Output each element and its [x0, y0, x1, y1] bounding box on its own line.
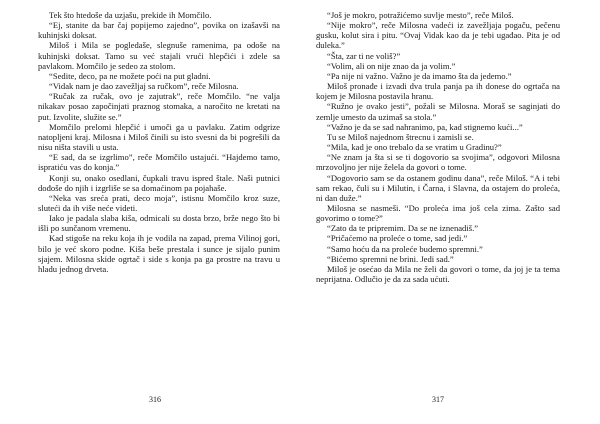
paragraph: “Bićemo spremni ne brini. Jedi sad.” [327, 253, 454, 264]
paragraph: “Mila, kad je ono trebalo da se vratim u Gradinu?” [327, 142, 502, 153]
paragraph: “Ne znam ja šta si se ti dogovorio sa svojima”, odgovori Milosna mrzovoljno jer nije želela da govori o tome. [316, 152, 560, 173]
right-page-text [316, 10, 560, 284]
paragraph: “Još je mokro, potražićemo suvlje mesto”, reče Miloš. [327, 10, 514, 20]
paragraph: Tu se Miloš najednom štrecnu i zamisli se. [327, 131, 474, 142]
paragraph: Momčilo prelomi hlepčić i umoči ga u pavlaku. Zatim odgrize natopljeni kraj. Milosna i Miloš činili su isto svesni da bi pogrešili da nisu ništa stavili u usta. [38, 121, 280, 153]
paragraph: “Dogovorio sam se da ostanem godinu dana”, reče Miloš. “A i tebi sam rekao, čuli su i Milutin, i Čarna, i Slavna, da ostajem do proleća, ni dan duže.” [316, 172, 560, 203]
paragraph: Miloš je osećao da Mila ne želi da govori o tome, da joj je ta tema neprijatna. Odlučio je da za sada ućuti. [316, 263, 560, 285]
paragraph: Miloš i Mila se pogledaše, slegnuše ramenima, pa odoše na kuhinjski doksat. Tamo su već stajali vrući hlepčići i zdele sa pavlakom. Momčilo je sedeo za stolom. [38, 40, 280, 71]
paragraph: “Zato da te pripremim. Da se ne iznenadiš.” [327, 223, 479, 234]
page-number: 317 [432, 395, 444, 404]
paragraph: “Šta, zar ti ne voliš?” [327, 50, 401, 61]
paragraph: Miloš pronađe i izvadi dva trula panja pa ih donese do ogrtača na kojem je Milosna postavila hranu. [316, 81, 560, 102]
paragraph: Konji su, onako osedlani, čupkali travu ispred štale. Naši putnici dođoše do njih i izgrliše se sa domaćinom pa pojahaše. [38, 172, 280, 193]
paragraph: “Volim, ali on nije znao da ja volim.” [327, 60, 456, 71]
paragraph: “Neka vas sreća prati, deco moja”, istisnu Momčilo kroz suze, sluteći da ih više neće videti. [38, 192, 280, 213]
paragraph: Iako je padala slaba kiša, odmicali su dosta brzo, brže nego što bi išli po sunčanom vremenu. [38, 213, 280, 234]
paragraph: “Ružno je ovako jesti”, požali se Milosna. Moraš se saginjati do zemlje umesto da uzimaš sa stola.” [316, 101, 560, 122]
paragraph: “Sedite, deco, pa ne možete poći na put gladni. [49, 70, 211, 81]
right-page [300, 0, 600, 424]
page-number: 316 [149, 395, 161, 404]
paragraph: “Vidak nam je dao zavežljaj sa ručkom”, reče Milosna. [49, 81, 239, 92]
paragraph: “Važno je da se sad nahranimo, pa, kad stignemo kući...” [327, 121, 523, 132]
paragraph: “Pričaćemo na proleće o tome, sad jedi.” [327, 233, 468, 244]
paragraph: Kad stigoše na reku koja ih je vodila na zapad, prema Vilinoj gori, bilo je već skoro podne. Kiša beše prestala i sunce je sijalo punim sjajem. Milosna skide ogrtač i side s konja pa ga prostre na travu u hladu jednog drveta. [38, 233, 280, 274]
paragraph: “Samo hoću da na proleće budemo spremni.” [327, 243, 483, 254]
paragraph: “E sad, da se izgrlimo”, reče Momčilo ustajući. “Hajdemo tamo, ispratiću vas do konja.” [38, 152, 280, 173]
paragraph: “Pa nije ni važno. Važno je da imamo šta da jedemo.” [327, 70, 512, 81]
paragraph: Milosna se nasmeši. “Do proleća ima još cela zima. Zašto sad govorimo o tome?” [316, 202, 560, 224]
paragraph: “Nije mokro”, reče Milosna vadeći iz zavežljaja pogaču, pečenu gusku, kolut sira i pitu. “Ovaj Vidak kao da je tebi ugađao. Pita je od duleka.” [316, 20, 560, 51]
paragraph: “Ej, stanite da bar čaj popijemo zajedno”, povika on izašavši na kuhinjski doksat. [38, 20, 280, 41]
paragraph: Tek što htedoše da uzjašu, prekide ih Momčilo. [49, 10, 212, 20]
paragraph: “Ručak za ručak, ovo je zajutrak”, reče Momčilo. “ne valja nikakav posao započinjati praznog stomaka, a naročito ne kretati na put. Izvolite, služite se.” [38, 91, 280, 122]
left-page-text [38, 10, 280, 274]
